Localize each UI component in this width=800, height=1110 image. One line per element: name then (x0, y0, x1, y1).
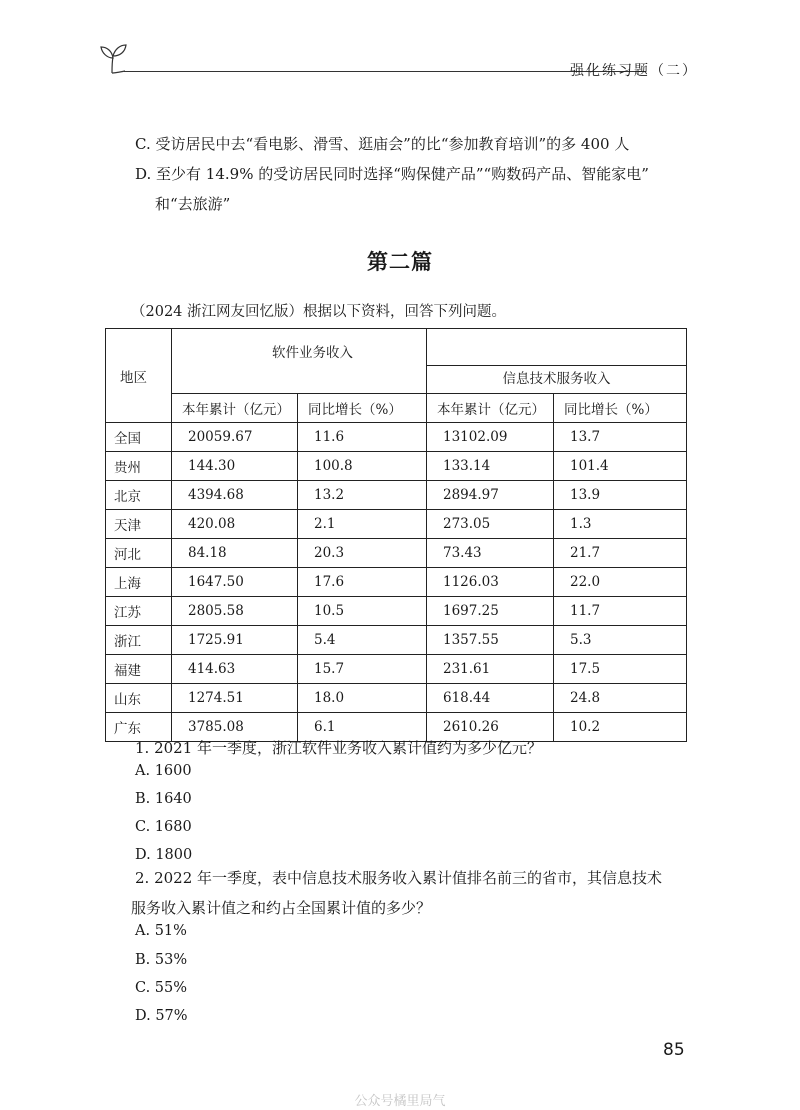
watermark: 公众号橘里局气 (354, 1094, 446, 1109)
software-growth-cell: 15.7 (298, 655, 427, 684)
question-1-stem: 1. 2021 年一季度，浙江软件业务收入累计值约为多少亿元？ (135, 739, 543, 757)
table-row (106, 626, 687, 655)
it-growth-cell: 101.4 (554, 452, 687, 481)
it-cumulative-cell: 1697.25 (427, 597, 554, 626)
it-growth-cell: 11.7 (554, 597, 687, 626)
software-growth-cell: 5.4 (298, 626, 427, 655)
it-service-revenue-header (427, 329, 687, 394)
it-growth-cell: 1.3 (554, 510, 687, 539)
software-cumulative-cell: 1274.51 (172, 684, 298, 713)
it-growth-cell: 17.5 (554, 655, 687, 684)
question-2-choice: C. 55% (135, 980, 188, 996)
software-cumulative-cell: 1725.91 (172, 626, 298, 655)
software-revenue-header: 软件业务收入 (172, 329, 427, 394)
region-cell: 全国 (106, 423, 172, 452)
software-growth-cell: 2.1 (298, 510, 427, 539)
it-cumulative-cell: 73.43 (427, 539, 554, 568)
table-row (106, 655, 687, 684)
question-2-choice: D. 57% (135, 1008, 188, 1024)
section-title: 第二篇 (367, 249, 433, 274)
col-software-cumulative: 本年累计（亿元） (172, 394, 298, 423)
software-growth-cell: 20.3 (298, 539, 427, 568)
region-header: 地区 (106, 329, 172, 423)
software-growth-cell: 10.5 (298, 597, 427, 626)
col-it-cumulative: 本年累计（亿元） (427, 394, 554, 423)
question-1-choice: A. 1600 (135, 763, 192, 779)
col-software-growth: 同比增长（%） (298, 394, 427, 423)
software-cumulative-cell: 20059.67 (172, 423, 298, 452)
prev-option-c: C. 受访居民中去“看电影、滑雪、逛庙会”的比“参加教育培训”的多 400 人 (135, 135, 630, 153)
software-growth-cell: 13.2 (298, 481, 427, 510)
region-cell: 浙江 (106, 626, 172, 655)
page-header (98, 40, 698, 80)
region-cell: 江苏 (106, 597, 172, 626)
region-cell: 广东 (106, 713, 172, 742)
software-cumulative-cell: 4394.68 (172, 481, 298, 510)
region-cell: 天津 (106, 510, 172, 539)
region-cell: 贵州 (106, 452, 172, 481)
it-growth-cell: 5.3 (554, 626, 687, 655)
col-it-growth: 同比增长（%） (554, 394, 687, 423)
software-growth-cell: 17.6 (298, 568, 427, 597)
region-cell: 福建 (106, 655, 172, 684)
it-cumulative-cell: 618.44 (427, 684, 554, 713)
it-cumulative-cell: 273.05 (427, 510, 554, 539)
question-2-choice: A. 51% (135, 923, 187, 939)
it-growth-cell: 13.9 (554, 481, 687, 510)
question-1-choice: B. 1640 (135, 791, 192, 807)
software-growth-cell: 6.1 (298, 713, 427, 742)
table-row (106, 568, 687, 597)
software-cumulative-cell: 2805.58 (172, 597, 298, 626)
region-cell: 山东 (106, 684, 172, 713)
question-2-choice: B. 53% (135, 952, 188, 968)
software-cumulative-cell: 420.08 (172, 510, 298, 539)
software-cumulative-cell: 1647.50 (172, 568, 298, 597)
software-cumulative-cell: 3785.08 (172, 713, 298, 742)
it-cumulative-cell: 1357.55 (427, 626, 554, 655)
region-cell: 河北 (106, 539, 172, 568)
it-growth-cell: 13.7 (554, 423, 687, 452)
table-row (106, 510, 687, 539)
table-row (106, 423, 687, 452)
question-1-choice: C. 1680 (135, 819, 192, 835)
region-cell: 北京 (106, 481, 172, 510)
table-row (106, 481, 687, 510)
software-growth-cell: 100.8 (298, 452, 427, 481)
question-2-stem: 2. 2022 年一季度，表中信息技术服务收入累计值排名前三的省市，其信息技术 (135, 869, 663, 887)
software-growth-cell: 18.0 (298, 684, 427, 713)
prev-option-d-continued: 和“去旅游” (155, 195, 231, 213)
it-growth-cell: 10.2 (554, 713, 687, 742)
it-cumulative-cell: 2894.97 (427, 481, 554, 510)
software-cumulative-cell: 414.63 (172, 655, 298, 684)
it-cumulative-cell: 1126.03 (427, 568, 554, 597)
it-cumulative-cell: 133.14 (427, 452, 554, 481)
page-number: 85 (663, 1040, 685, 1060)
software-growth-cell: 11.6 (298, 423, 427, 452)
it-cumulative-cell: 13102.09 (427, 423, 554, 452)
it-service-revenue-label: 信息技术服务收入 (426, 365, 687, 393)
question-2-stem: 服务收入累计值之和约占全国累计值的多少？ (131, 899, 432, 917)
software-cumulative-cell: 144.30 (172, 452, 298, 481)
software-cumulative-cell: 84.18 (172, 539, 298, 568)
it-growth-cell: 21.7 (554, 539, 687, 568)
table-body (106, 423, 687, 742)
it-growth-cell: 24.8 (554, 684, 687, 713)
it-cumulative-cell: 231.61 (427, 655, 554, 684)
table-row (106, 452, 687, 481)
region-cell: 上海 (106, 568, 172, 597)
prev-option-d: D. 至少有 14.9% 的受访居民同时选择“购保健产品”“购数码产品、智能家电” (135, 165, 649, 183)
question-1-choice: D. 1800 (135, 847, 193, 863)
running-title: 强化练习题（二） (570, 63, 698, 79)
revenue-table (105, 328, 687, 742)
table-row (106, 539, 687, 568)
table-row (106, 597, 687, 626)
table-row (106, 684, 687, 713)
it-cumulative-cell: 2610.26 (427, 713, 554, 742)
header-rule (124, 71, 646, 72)
it-growth-cell: 22.0 (554, 568, 687, 597)
section-intro: （2024 浙江网友回忆版）根据以下资料，回答下列问题。 (131, 304, 507, 320)
